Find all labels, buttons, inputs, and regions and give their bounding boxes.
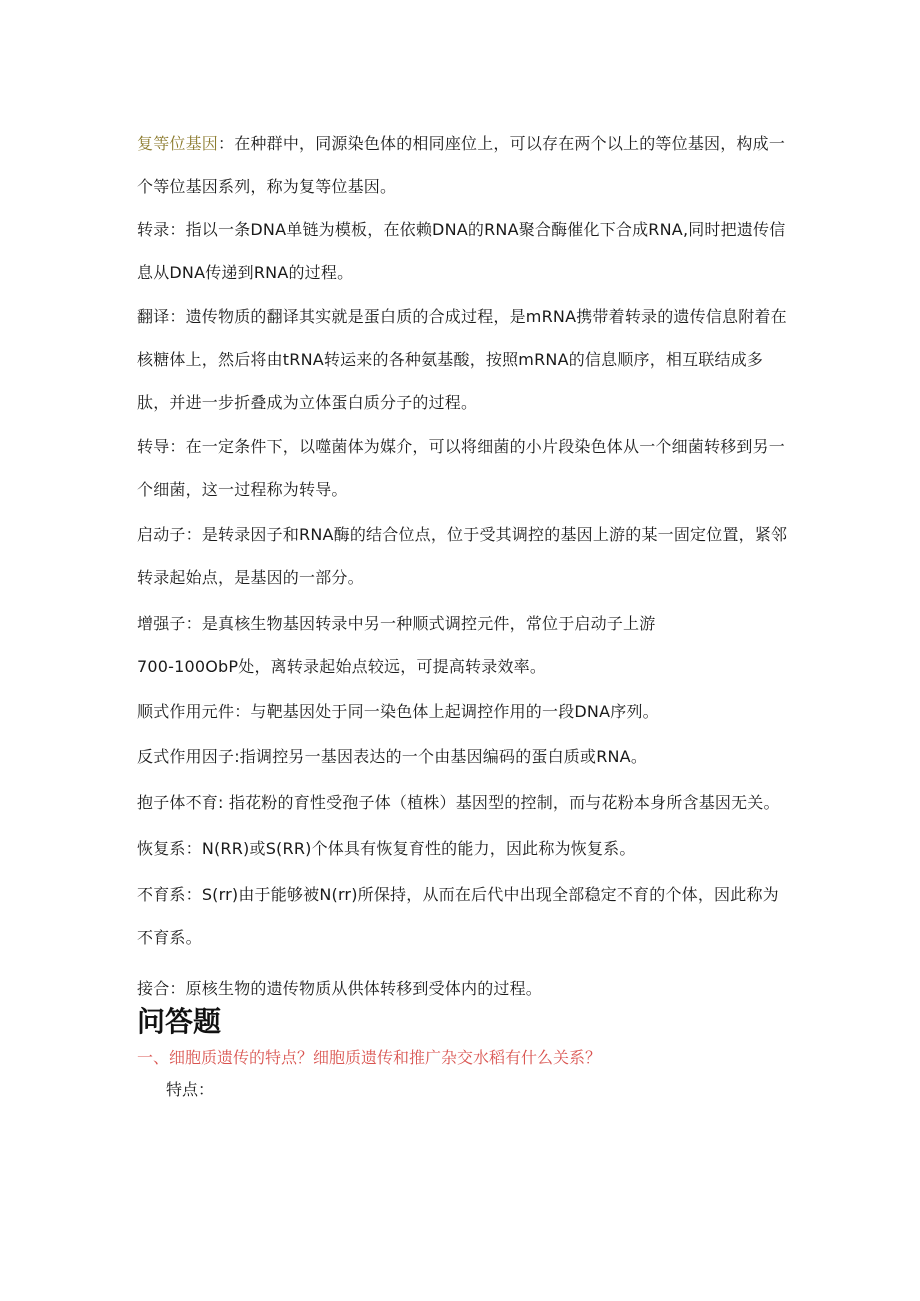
term: 抱子体不育 (137, 793, 219, 812)
definition-body-line2: 700-100ObP处，离转录起始点较远，可提高转录效率。 (137, 657, 547, 676)
term: 转导 (137, 437, 170, 456)
term: 顺式作用元件 (137, 702, 235, 721)
separator: ： (169, 437, 186, 456)
term: 翻译 (137, 307, 170, 326)
separator: ： (169, 220, 186, 239)
definition-body: N(RR)或S(RR)个体具有恢复育性的能力，因此称为恢复系。 (201, 839, 636, 858)
definition-body: 原核生物的遗传物质从供体转移到受体内的过程。 (185, 979, 543, 998)
definition-trans-factor (137, 735, 793, 778)
definition-conjugation (137, 967, 793, 1010)
definition-enhancer (137, 602, 793, 688)
separator: ： (185, 885, 202, 904)
question-subheading: 特点： (166, 1080, 215, 1099)
separator: ： (218, 134, 235, 153)
term: 启动子 (137, 525, 186, 544)
definition-body: 与靶基因处于同一染色体上起调控作用的一段DNA序列。 (250, 702, 659, 721)
definition-transcription (137, 208, 793, 294)
separator: : (218, 793, 229, 812)
definition-body: S(rr)由于能够被N(rr)所保持，从而在后代中出现全部稳定不育的个体，因此称为不育系。 (137, 885, 779, 947)
definition-body: 在一定条件下，以噬菌体为媒介，可以将细菌的小片段染色体从一个细菌转移到另一个细菌，这一过程称为转导。 (137, 437, 786, 499)
definition-translation (137, 295, 793, 424)
definition-body: 是转录因子和RNA酶的结合位点，位于受其调控的基因上游的某一固定位置，紧邻转录起始点，是基因的一部分。 (137, 525, 788, 587)
separator: ： (185, 839, 202, 858)
separator: ： (234, 702, 251, 721)
definition-sterile-line (137, 873, 793, 959)
definition-body: 指以一条DNA单链为模板，在依赖DNA的RNA聚合酶催化下合成RNA,同时把遗传信息从DNA传递到RNA的过程。 (137, 220, 786, 282)
term: 接合 (137, 979, 170, 998)
definition-body: 指调控另一基因表达的一个由基因编码的蛋白质或RNA。 (239, 747, 648, 766)
term: 恢复系 (137, 839, 186, 858)
definition-body: 在种群中，同源染色体的相同座位上，可以存在两个以上的等位基因，构成一个等位基因系列，称为复等位基因。 (137, 134, 786, 196)
definition-body: 遗传物质的翻译其实就是蛋白质的合成过程，是mRNA携带着转录的遗传信息附着在核糖体上，然后将由tRNA转运来的各种氨基酸，按照mRNA的信息顺序，相互联结成多肽，并进一步折叠成为立体蛋白质分子的过程。 (137, 307, 787, 412)
definition-multiple-alleles (137, 122, 793, 208)
separator: ： (185, 525, 202, 544)
question-title: 一、细胞质遗传的特点？细胞质遗传和推广杂交水稻有什么关系？ (137, 1048, 602, 1067)
section-heading: 问答题 (137, 1005, 222, 1038)
term: 不育系 (137, 885, 186, 904)
separator: ： (169, 307, 186, 326)
definition-body: 是真核生物基因转录中另一种顺式调控元件，常位于启动子上游 (201, 614, 656, 633)
term: 转录 (137, 220, 170, 239)
separator: ： (169, 979, 186, 998)
definition-body: 指花粉的育性受孢子体（植株）基因型的控制，而与花粉本身所含基因无关。 (228, 793, 780, 812)
definition-sporophytic-sterility (137, 781, 793, 824)
separator: ： (185, 614, 202, 633)
definition-promoter (137, 513, 793, 599)
term: 反式作用因子 (137, 747, 235, 766)
separator: : (234, 747, 240, 766)
definition-cis-element (137, 690, 793, 733)
definition-restorer-line (137, 827, 793, 870)
definition-transduction (137, 425, 793, 511)
term: 增强子 (137, 614, 186, 633)
term: 复等位基因 (137, 134, 219, 153)
